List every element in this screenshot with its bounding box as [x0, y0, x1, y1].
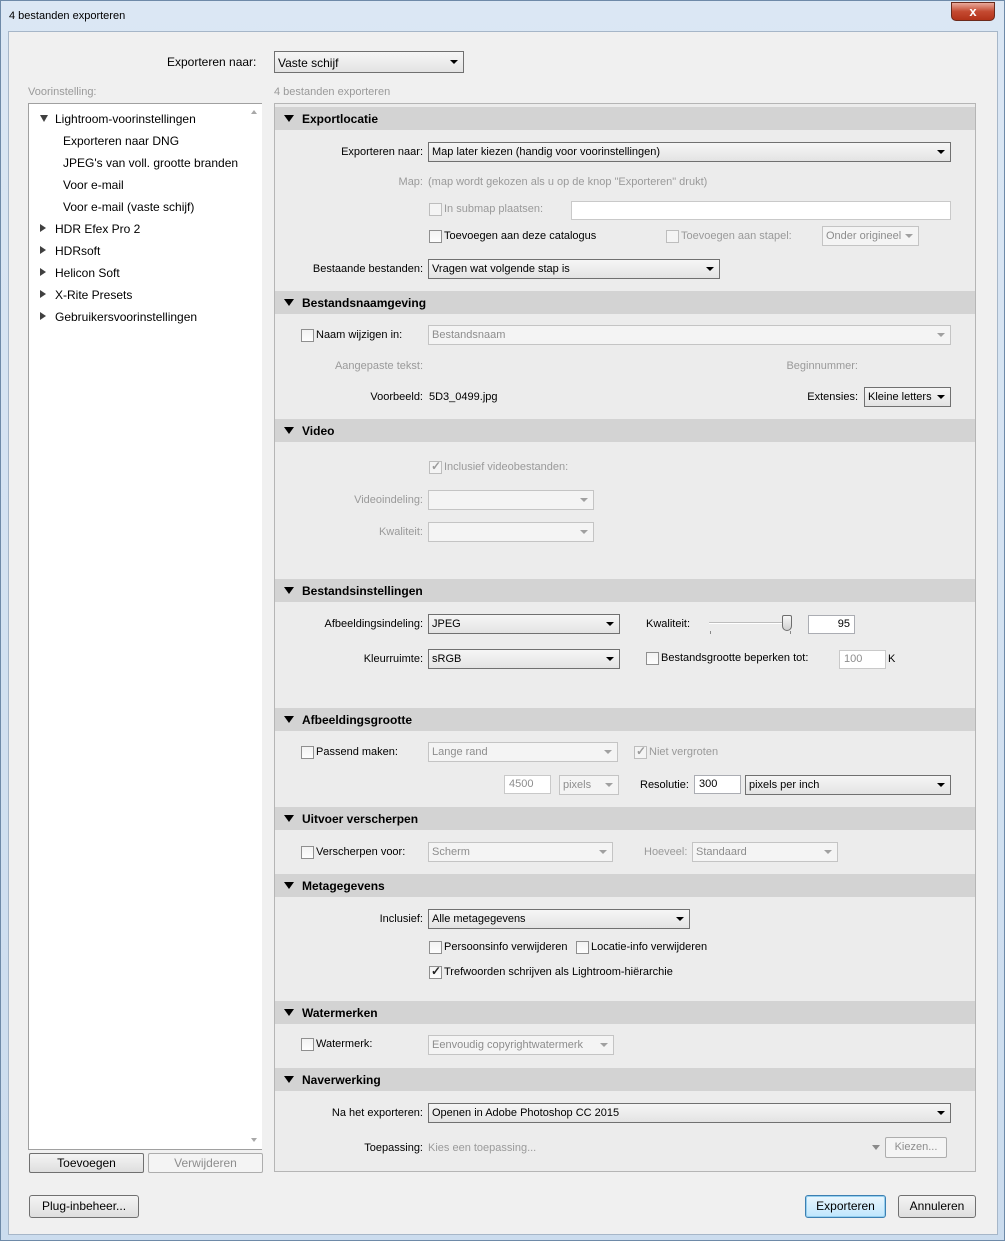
chevron-down-icon — [604, 750, 612, 754]
example-value: 5D3_0499.jpg — [429, 391, 498, 403]
chevron-down-icon — [937, 333, 945, 337]
image-format-label: Afbeeldingsindeling: — [324, 618, 423, 630]
chevron-down-icon — [599, 850, 607, 854]
expand-right-icon[interactable] — [40, 246, 46, 254]
application-placeholder[interactable]: Kies een toepassing... — [428, 1142, 537, 1154]
section-title: Bestandsnaamgeving — [302, 296, 427, 310]
remove-person-label: Persoonsinfo verwijderen — [444, 941, 568, 953]
video-quality-label: Kwaliteit: — [378, 526, 423, 538]
after-export-select[interactable] — [428, 1103, 951, 1123]
close-button[interactable]: x — [951, 2, 995, 21]
limit-size-checkbox[interactable] — [646, 652, 659, 665]
chevron-down-icon — [580, 530, 588, 534]
watermark-select[interactable] — [428, 1035, 614, 1055]
collapse-icon — [284, 716, 294, 723]
collapse-icon — [284, 587, 294, 594]
section-header-bestandsinstellingen[interactable] — [275, 579, 975, 602]
section-header-bestandsnaamgeving[interactable] — [275, 291, 975, 314]
include-video-label: Inclusief videobestanden: — [444, 461, 569, 473]
video-format-select[interactable] — [428, 490, 594, 510]
rename-label: Naam wijzigen in: — [316, 329, 403, 341]
chevron-down-icon — [580, 498, 588, 502]
rename-template-select[interactable] — [428, 325, 951, 345]
remove-preset-button[interactable]: Verwijderen — [148, 1153, 263, 1173]
stack-position-select[interactable] — [822, 226, 919, 246]
tree-item-dng[interactable]: Exporteren naar DNG — [63, 134, 180, 148]
plugin-manager-button[interactable]: Plug-inbeheer... — [29, 1195, 139, 1218]
section-header-video[interactable] — [275, 419, 975, 442]
extensions-label: Extensies: — [807, 391, 858, 403]
collapse-icon — [284, 882, 294, 889]
title-bar — [1, 1, 1004, 31]
custom-text-label: Aangepaste tekst: — [334, 360, 423, 372]
remove-location-label: Locatie-info verwijderen — [591, 941, 708, 953]
collapse-icon — [284, 299, 294, 306]
add-catalog-label: Toevoegen aan deze catalogus — [444, 230, 597, 242]
tree-item-helicon[interactable]: Helicon Soft — [55, 266, 120, 280]
add-stack-checkbox[interactable] — [666, 230, 679, 243]
amount-label: Hoeveel: — [644, 846, 688, 858]
chevron-down-icon — [605, 783, 613, 787]
export-to-label: Exporteren naar: — [167, 55, 257, 69]
sharpen-checkbox[interactable] — [301, 846, 314, 859]
metadata-include-select[interactable] — [428, 909, 690, 929]
amount-select[interactable] — [692, 842, 838, 862]
tree-item-xrite[interactable]: X-Rite Presets — [55, 288, 133, 302]
quality-label: Kwaliteit: — [646, 618, 691, 630]
include-video-checkbox[interactable] — [429, 461, 442, 474]
size-unit-select[interactable] — [559, 775, 619, 795]
expand-down-icon[interactable] — [40, 115, 48, 122]
tree-item-email[interactable]: Voor e-mail — [63, 178, 124, 192]
section-title: Watermerken — [302, 1006, 378, 1020]
section-header-naverwerking[interactable] — [275, 1068, 975, 1091]
folder-value: (map wordt gekozen als u op de knop "Exporteren" drukt) — [428, 176, 708, 188]
select-value: sRGB — [432, 653, 462, 665]
subfolder-label: In submap plaatsen: — [444, 203, 544, 215]
scroll-up-icon[interactable] — [251, 110, 257, 114]
sharpen-label: Verscherpen voor: — [316, 846, 406, 858]
select-value: Standaard — [696, 846, 747, 858]
quality-slider[interactable] — [709, 622, 791, 624]
dont-enlarge-checkbox[interactable] — [634, 746, 647, 759]
chevron-down-icon — [937, 783, 945, 787]
select-value: Alle metagegevens — [432, 913, 526, 925]
application-label: Toepassing: — [364, 1142, 423, 1154]
remove-person-checkbox[interactable] — [429, 941, 442, 954]
section-title: Video — [302, 424, 335, 438]
existing-files-select[interactable] — [428, 259, 720, 279]
chevron-down-icon — [937, 395, 945, 399]
subfolder-checkbox[interactable] — [429, 203, 442, 216]
select-value: pixels — [563, 779, 592, 791]
watermark-checkbox[interactable] — [301, 1038, 314, 1051]
select-value: Kleine letters — [868, 391, 932, 403]
keywords-hierarchy-checkbox[interactable] — [429, 966, 442, 979]
fit-label: Passend maken: — [316, 746, 398, 758]
fit-checkbox[interactable] — [301, 746, 314, 759]
video-quality-select[interactable] — [428, 522, 594, 542]
colorspace-label: Kleurruimte: — [363, 653, 423, 665]
tree-item-lightroom[interactable]: Lightroom-voorinstellingen — [55, 112, 196, 126]
tree-item-jpeg-burn[interactable]: JPEG's van voll. grootte branden — [63, 156, 239, 170]
expand-right-icon[interactable] — [40, 224, 46, 232]
collapse-icon — [284, 1076, 294, 1083]
export-target-value: Vaste schijf — [278, 56, 339, 70]
resolution-input[interactable]: 300 — [694, 775, 741, 794]
section-title: Uitvoer verscherpen — [302, 812, 419, 826]
section-header-exportlocatie[interactable] — [275, 107, 975, 130]
dont-enlarge-label: Niet vergroten — [649, 746, 719, 758]
existing-files-label: Bestaande bestanden: — [312, 263, 423, 275]
section-title: Exportlocatie — [302, 112, 379, 126]
tree-scrollbar[interactable] — [247, 104, 262, 1149]
chevron-down-icon — [606, 622, 614, 626]
subfolder-input[interactable] — [571, 201, 951, 220]
section-title: Metagegevens — [302, 879, 385, 893]
chevron-down-icon — [937, 1111, 945, 1115]
scroll-down-icon[interactable] — [251, 1138, 257, 1142]
expand-right-icon[interactable] — [40, 290, 46, 298]
chevron-down-icon — [706, 267, 714, 271]
section-title: Bestandsinstellingen — [302, 584, 423, 598]
collapse-icon — [284, 815, 294, 822]
add-stack-label: Toevoegen aan stapel: — [681, 230, 792, 242]
preset-tree[interactable] — [28, 103, 262, 1150]
expand-right-icon[interactable] — [40, 268, 46, 276]
resolution-label: Resolutie: — [640, 779, 689, 791]
watermark-label: Watermerk: — [316, 1038, 373, 1050]
chevron-down-icon — [937, 150, 945, 154]
select-value: JPEG — [432, 618, 461, 630]
application-dropdown-icon[interactable] — [872, 1145, 880, 1150]
colorspace-select[interactable] — [428, 649, 620, 669]
cancel-button[interactable]: Annuleren — [898, 1195, 976, 1218]
section-header-verscherpen[interactable] — [275, 807, 975, 830]
section-title: Afbeeldingsgrootte — [302, 713, 412, 727]
slider-tick — [710, 631, 711, 634]
tree-item-hdrsoft[interactable]: HDRsoft — [55, 244, 101, 258]
section-title: Naverwerking — [302, 1073, 381, 1087]
section-header-watermerken[interactable] — [275, 1001, 975, 1024]
fit-select[interactable] — [428, 742, 618, 762]
resolution-unit-select[interactable] — [745, 775, 951, 795]
rename-checkbox[interactable] — [301, 329, 314, 342]
section-header-metagegevens[interactable] — [275, 874, 975, 897]
chevron-down-icon — [905, 234, 913, 238]
image-format-select[interactable] — [428, 614, 620, 634]
collapse-icon — [284, 1009, 294, 1016]
add-catalog-checkbox[interactable] — [429, 230, 442, 243]
size-input[interactable]: 4500 — [504, 775, 551, 794]
tree-item-hdr-efex[interactable]: HDR Efex Pro 2 — [55, 222, 141, 236]
chevron-down-icon — [450, 60, 458, 64]
section-header-afbeeldingsgrootte[interactable] — [275, 708, 975, 731]
start-number-label: Beginnummer: — [786, 360, 858, 372]
after-export-label: Na het exporteren: — [331, 1107, 423, 1119]
select-value: Openen in Adobe Photoshop CC 2015 — [432, 1107, 620, 1119]
export-button[interactable]: Exporteren — [805, 1195, 886, 1218]
metadata-include-label: Inclusief: — [379, 913, 423, 925]
extensions-select[interactable] — [864, 387, 951, 407]
collapse-icon — [284, 427, 294, 434]
select-value: Map later kiezen (handig voor voorinstellingen) — [432, 146, 661, 158]
select-value: pixels per inch — [749, 779, 820, 791]
window-title: 4 bestanden exporteren — [9, 10, 126, 22]
remove-location-checkbox[interactable] — [576, 941, 589, 954]
tree-item-user[interactable]: Gebruikersvoorinstellingen — [55, 310, 198, 324]
export-location-select[interactable] — [428, 142, 951, 162]
chevron-down-icon — [606, 657, 614, 661]
quality-input[interactable]: 95 — [808, 615, 855, 634]
limit-size-label: Bestandsgrootte beperken tot: — [661, 652, 809, 664]
chevron-down-icon — [824, 850, 832, 854]
expand-right-icon[interactable] — [40, 312, 46, 320]
select-value: Vragen wat volgende stap is — [432, 263, 570, 275]
keywords-hierarchy-label: Trefwoorden schrijven als Lightroom-hiërarchie — [444, 966, 673, 978]
limit-size-unit: K — [888, 653, 896, 665]
folder-label: Map: — [398, 176, 423, 188]
file-count-label: 4 bestanden exporteren — [274, 86, 391, 98]
example-label: Voorbeeld: — [370, 391, 423, 403]
chevron-down-icon — [600, 1043, 608, 1047]
export-location-label: Exporteren naar: — [341, 146, 423, 158]
chevron-down-icon — [676, 917, 684, 921]
limit-size-input[interactable]: 100 — [839, 650, 886, 669]
select-value: Onder origineel — [826, 230, 902, 242]
add-preset-button[interactable]: Toevoegen — [29, 1153, 144, 1173]
select-value: Eenvoudig copyrightwatermerk — [432, 1039, 584, 1051]
presets-label: Voorinstelling: — [28, 86, 97, 98]
sharpen-select[interactable] — [428, 842, 613, 862]
tree-item-email-disk[interactable]: Voor e-mail (vaste schijf) — [63, 200, 195, 214]
collapse-icon — [284, 115, 294, 122]
choose-application-button[interactable]: Kiezen... — [885, 1137, 947, 1158]
video-format-label: Videoindeling: — [354, 494, 423, 506]
slider-tick — [790, 631, 791, 634]
select-value: Bestandsnaam — [432, 329, 506, 341]
quality-slider-thumb[interactable] — [782, 615, 792, 631]
select-value: Lange rand — [432, 746, 488, 758]
select-value: Scherm — [432, 846, 470, 858]
export-target-select[interactable] — [274, 51, 464, 73]
